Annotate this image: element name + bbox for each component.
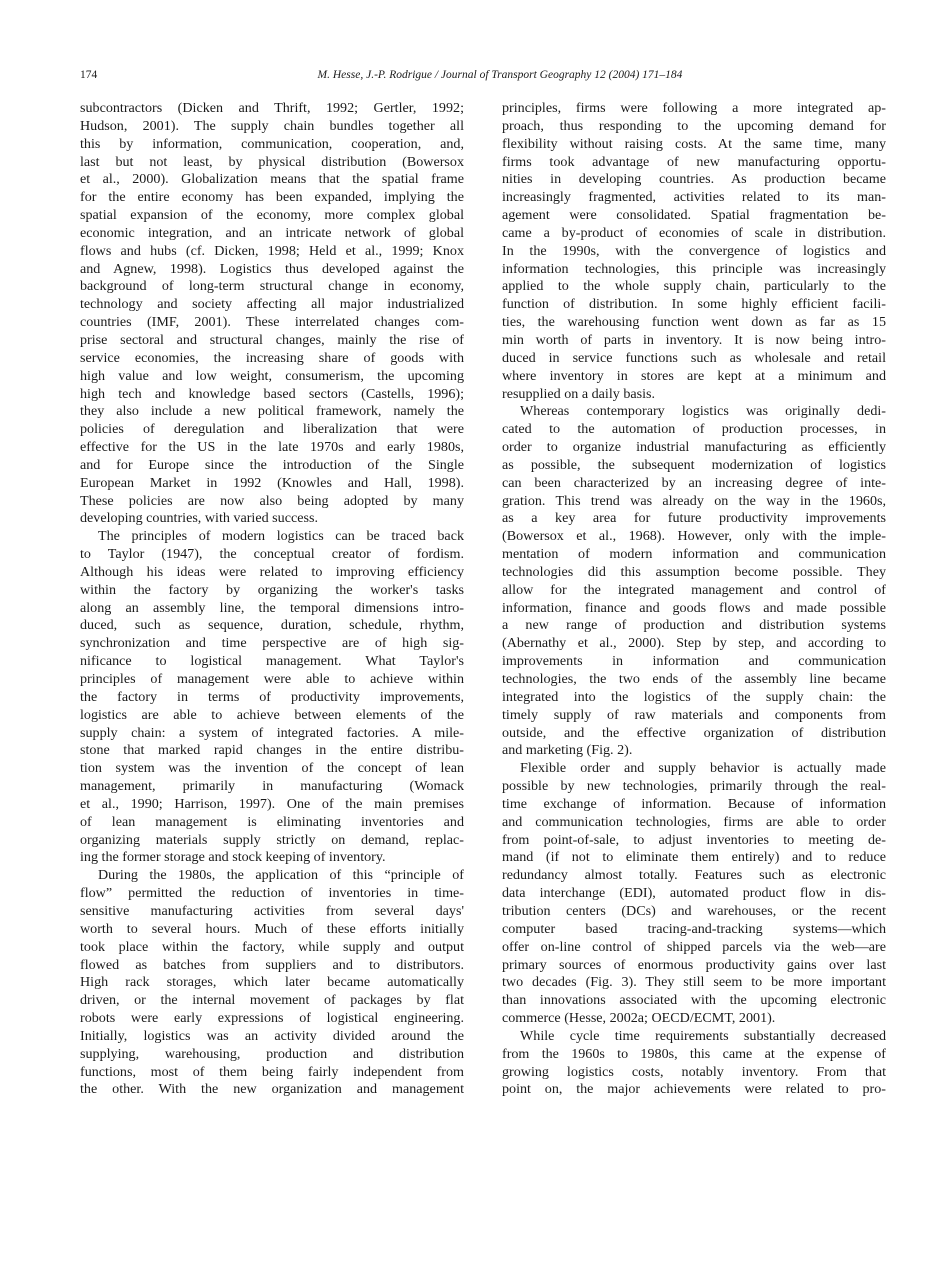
right-column-text-line: (Bowersox et al., 1968). However, only with the imple-: [502, 528, 886, 545]
right-column-text-line: applied to the whole supply chain, particularly to the: [502, 278, 886, 295]
right-column-text-line: growing logistics costs, notably inventory. From that: [502, 1063, 886, 1080]
left-column-text-line: nificance to logistical management. What Taylor's: [80, 653, 464, 670]
right-column-text-line: commerce (Hesse, 2002a; OECD/ECMT, 2001).: [502, 1010, 776, 1027]
left-column-text-line: effective for the US in the late 1970s and early 1980s,: [80, 439, 464, 456]
left-column-text-line: European Market in 1992 (Knowles and Hall, 1998).: [80, 474, 464, 491]
right-column-text-line: possible by new technologies, primarily through the real-: [502, 778, 886, 795]
right-column-text-line: cated to the automation of production processes, in: [502, 421, 886, 438]
left-column-text-line: Initially, logistics was an activity divided around the: [80, 1027, 464, 1044]
left-column-text-line: functions, most of them being fairly independent from: [80, 1063, 464, 1080]
left-column-text-line: supplying, warehousing, production and distribution: [80, 1045, 464, 1062]
left-column-text-line: flows and hubs (cf. Dicken, 1998; Held et al., 1999; Knox: [80, 242, 464, 259]
right-column-text-line: computer based tracing-and-tracking systems—which: [502, 920, 886, 937]
right-column-text-line: outside, and the effective organization of distribution: [502, 724, 886, 741]
left-column-text-line: for the entire economy has been expanded, implying the: [80, 189, 464, 206]
left-column-text-line: prise sectoral and structural changes, mainly the rise of: [80, 331, 464, 348]
left-column-text-line: and Agnew, 1998). Logistics thus developed against the: [80, 260, 464, 277]
right-column-text-line: ties, the warehousing function went down as far as 15: [502, 314, 886, 331]
left-column-text-line: policies of deregulation and liberalization that were: [80, 421, 464, 438]
left-column-text-line: Hudson, 2001). The supply chain bundles together all: [80, 117, 464, 134]
right-column-text-line: primary sources of enormous productivity gains over last: [502, 956, 886, 973]
right-column-text-line: nities in developing countries. As production became: [502, 171, 886, 188]
left-column-text-line: service economies, the increasing share of goods with: [80, 349, 464, 366]
right-column-text-line: function of distribution. In some highly efficient facili-: [502, 296, 886, 313]
left-column-text-line: economic integration, and an intricate network of global: [80, 224, 464, 241]
running-header: [80, 69, 880, 87]
left-column-text-line: along an assembly line, the temporal dimensions intro-: [80, 599, 464, 616]
left-column-text-line: tion system was the invention of the concept of lean: [80, 760, 464, 777]
right-column-text-line: two decades (Fig. 3). They still seem to be more important: [502, 974, 886, 991]
left-column: [80, 100, 464, 1099]
right-column-text-line: information, finance and goods flows and made possible: [502, 599, 886, 616]
left-column-text-line: took place within the factory, while supply and output: [80, 938, 464, 955]
left-column-text-line: stone that marked rapid changes in the entire distribu-: [80, 742, 464, 759]
right-column-text-line: can been characterized by an increasing degree of inte-: [502, 474, 886, 491]
right-column-text-line: point on, the major achievements were related to pro-: [502, 1081, 886, 1098]
left-column-text-line: flow” permitted the reduction of inventories in time-: [80, 885, 464, 902]
right-column-text-line: mentation of modern information and communication: [502, 546, 886, 563]
right-column-text-line: agement were consolidated. Spatial fragmentation be-: [502, 207, 886, 224]
left-column-text-line: principles of management were able to achieve within: [80, 671, 464, 687]
right-column-text-line: Whereas contemporary logistics was originally dedi-: [520, 403, 886, 420]
left-column-text-line: spatial expansion of the economy, more complex global: [80, 207, 464, 224]
right-column-text-line: mand (if not to eliminate them entirely) and to reduce: [502, 849, 886, 866]
left-column-text-line: they also include a new political framework, namely the: [80, 403, 464, 420]
left-column-text-line: last but not least, by physical distribution (Bowersox: [80, 153, 464, 170]
right-column-text-line: proach, thus responding to the upcoming demand for: [502, 117, 886, 134]
right-column-text-line: timely supply of raw materials and components from: [502, 706, 886, 723]
left-column-text-line: organizing materials supply strictly on demand, replac-: [80, 831, 464, 848]
left-column-text-line: worth to several hours. Much of these efforts initially: [80, 920, 464, 937]
right-column: [502, 100, 886, 1099]
right-column-text-line: (Abernathy et al., 2000). Step by step, and according to: [502, 635, 886, 652]
right-column-text-line: principles, firms were following a more integrated ap-: [502, 100, 886, 116]
right-column-text-line: gration. This trend was already on the way in the 1960s,: [502, 492, 886, 509]
right-column-text-line: min worth of parts in inventory. It is now being intro-: [502, 331, 886, 348]
left-column-text-line: logistics are able to achieve between elements of the: [80, 706, 464, 723]
left-column-text-line: et al., 1990; Harrison, 1997). One of the main premises: [80, 795, 464, 812]
right-column-text-line: resupplied on a daily basis.: [502, 385, 656, 402]
right-column-text-line: information technologies, this principle was increasingly: [502, 260, 886, 277]
right-column-text-line: from point-of-sale, to adjust inventories to meeting de-: [502, 831, 886, 848]
left-column-text-line: and for Europe since the introduction of the Single: [80, 456, 464, 473]
right-column-text-line: as a key area for future productivity improvements: [502, 510, 886, 527]
right-column-text-line: than innovations associated with the upcoming electronic: [502, 992, 886, 1009]
left-column-text-line: synchronization and time perspective are of high sig-: [80, 635, 464, 652]
right-column-text-line: and communication technologies, firms are able to order: [502, 813, 886, 830]
right-column-text-line: redundancy almost totally. Features such as electronic: [502, 867, 886, 884]
left-column-text-line: of lean management is eliminating inventories and: [80, 813, 464, 830]
left-column-text-line: The principles of modern logistics can be traced back: [98, 528, 464, 545]
left-column-text-line: background of long-term structural change in economy,: [80, 278, 464, 295]
right-column-text-line: flexibility without raising costs. At the same time, many: [502, 135, 886, 152]
right-column-text-line: firms took advantage of new manufacturing opportu-: [502, 153, 886, 170]
right-column-text-line: came a by-product of economies of scale in distribution.: [502, 224, 886, 241]
right-column-text-line: offer on-line control of shipped parcels via the web—are: [502, 938, 886, 955]
right-column-text-line: Flexible order and supply behavior is actually made: [520, 760, 886, 777]
right-column-text-line: duced in service functions such as wholesale and retail: [502, 349, 886, 366]
right-column-text-line: where inventory in stores are kept at a minimum and: [502, 367, 886, 384]
right-column-text-line: technologies, the two ends of the assembly line became: [502, 671, 886, 687]
right-column-text-line: time exchange of information. Because of information: [502, 795, 886, 812]
left-column-text-line: ing the former storage and stock keeping of inventory.: [80, 849, 386, 866]
left-column-text-line: During the 1980s, the application of this “principle of: [98, 867, 464, 884]
right-column-text-line: improvements in information and communication: [502, 653, 886, 670]
left-column-text-line: subcontractors (Dicken and Thrift, 1992; Gertler, 1992;: [80, 100, 464, 116]
left-column-text-line: High rack storages, which later became automatically: [80, 974, 464, 991]
right-column-text-line: a new range of production and distribution systems: [502, 617, 886, 634]
left-column-text-line: Although his ideas were related to improving efficiency: [80, 563, 464, 580]
left-column-text-line: high tech and knowledge based sectors (Castells, 1996);: [80, 385, 464, 402]
right-column-text-line: integrated into the logistics of the supply chain: the: [502, 688, 886, 705]
left-column-text-line: supply chain: a system of integrated factories. A mile-: [80, 724, 464, 741]
left-column-text-line: the other. With the new organization and management: [80, 1081, 464, 1098]
left-column-text-line: developing countries, with varied success.: [80, 510, 318, 527]
right-column-text-line: increasingly fragmented, activities related to its man-: [502, 189, 886, 206]
right-column-text-line: from the 1960s to 1980s, this came at the expense of: [502, 1045, 886, 1062]
right-column-text-line: While cycle time requirements substantially decreased: [520, 1027, 886, 1044]
journal-citation: M. Hesse, J.-P. Rodrigue / Journal of Transport Geography 12 (2004) 171–184: [317, 69, 683, 81]
left-column-text-line: high value and low weight, consumerism, the upcoming: [80, 367, 464, 384]
right-column-text-line: tribution centers (DCs) and warehouses, or the recent: [502, 902, 886, 919]
right-column-text-line: In the 1990s, with the convergence of logistics and: [502, 242, 886, 259]
left-column-text-line: management, primarily in manufacturing (Womack: [80, 778, 464, 795]
page-number: 174: [80, 69, 98, 81]
right-column-text-line: and marketing (Fig. 2).: [502, 742, 633, 759]
left-column-text-line: sensitive manufacturing activities from several days': [80, 902, 464, 919]
right-column-text-line: technologies did this assumption become possible. They: [502, 563, 886, 580]
left-column-text-line: These policies are now also being adopted by many: [80, 492, 464, 509]
left-column-text-line: to Taylor (1947), the conceptual creator of fordism.: [80, 546, 464, 563]
left-column-text-line: technology and society affecting all major industrialized: [80, 296, 464, 313]
right-column-text-line: order to organize industrial manufacturing as efficiently: [502, 439, 886, 456]
left-column-text-line: et al., 2000). Globalization means that the spatial frame: [80, 171, 464, 188]
left-column-text-line: within the factory by organizing the worker's tasks: [80, 581, 464, 598]
left-column-text-line: robots were early expressions of logistical engineering.: [80, 1010, 464, 1027]
right-column-text-line: as possible, the subsequent modernization of logistics: [502, 456, 886, 473]
left-column-text-line: driven, or the internal movement of packages by flat: [80, 992, 464, 1009]
left-column-text-line: this by information, communication, cooperation, and,: [80, 135, 464, 152]
left-column-text-line: the factory in terms of productivity improvements,: [80, 688, 464, 705]
left-column-text-line: duced, such as sequence, duration, schedule, rhythm,: [80, 617, 464, 634]
right-column-text-line: allow for the integrated management and control of: [502, 581, 886, 598]
right-column-text-line: data interchange (EDI), automated product flow in dis-: [502, 885, 886, 902]
left-column-text-line: countries (IMF, 2001). These interrelated changes com-: [80, 314, 464, 331]
left-column-text-line: flowed as batches from suppliers and to distributors.: [80, 956, 464, 973]
